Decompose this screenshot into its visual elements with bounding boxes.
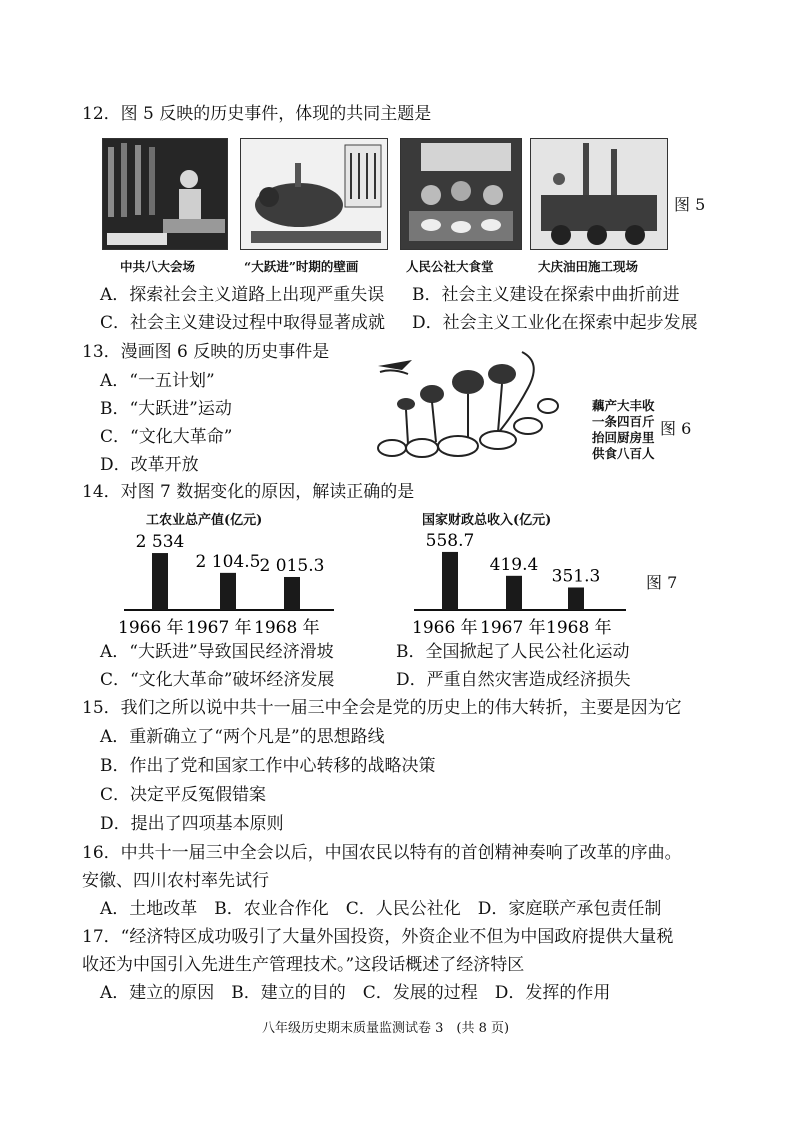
q17-stem-line-1: 17．“经济特区成功吸引了大量外国投资，外资企业不但为中国政府提供大量税 (82, 927, 674, 947)
q13-stem: 13．漫画图 6 反映的历史事件是 (82, 342, 330, 362)
cartoon-caption-line-4: 供食八百人 (592, 446, 655, 461)
q13-option-b: B．“大跃进”运动 (100, 399, 232, 419)
bar-2-1 (442, 552, 458, 610)
cartoon-caption-line-1: 藕产大丰收 (592, 398, 655, 413)
chart2-marks (412, 531, 612, 638)
q15-stem: 15．我们之所以说中共十一届三中全会是党的历史上的伟大转折，主要是因为它 (82, 698, 682, 718)
q17-stem-line-2: 收还为中国引入先进生产管理技术。”这段话概述了经济特区 (82, 955, 525, 975)
q14-option-a: A．“大跃进”导致国民经济滑坡 (100, 642, 334, 662)
q14-stem: 14．对图 7 数据变化的原因，解读正确的是 (82, 482, 415, 502)
q12-stem: 12．图 5 反映的历史事件，体现的共同主题是 (82, 104, 432, 124)
value-label-1-3: 2 015.3 (259, 555, 325, 576)
q16-options: A．土地改革 B．农业合作化 C．人民公社化 D．家庭联产承包责任制 (100, 899, 662, 919)
photo-commune-canteen-art (401, 139, 521, 249)
value-label-1-2: 2 104.5 (195, 551, 261, 572)
caption-oilfield: 大庆油田施工现场 (538, 259, 639, 274)
q13-option-c: C．“文化大革命” (100, 427, 233, 447)
value-label-2-3: 351.3 (551, 566, 601, 587)
q14-option-d: D．严重自然灾害造成经济损失 (396, 670, 631, 690)
q15-option-c: C．决定平反冤假错案 (100, 785, 267, 805)
q12-option-c: C．社会主义建设过程中取得显著成就 (100, 313, 386, 333)
bar-1-3 (284, 577, 300, 610)
caption-party-congress: 中共八大会场 (120, 259, 196, 274)
category-label-2-3: 1968 年 (546, 618, 612, 638)
chart1-svg (118, 526, 340, 638)
photo-daqing-oilfield-art (531, 139, 667, 249)
lotus-root-cartoon-art (372, 348, 592, 472)
q16-stem-line-2: 安徽、四川农村率先试行 (82, 871, 269, 891)
chart2-title: 国家财政总收入(亿元) (422, 513, 552, 528)
bar-2-3 (568, 587, 584, 610)
category-label-1-2: 1967 年 (186, 618, 252, 638)
photo-party-congress (102, 138, 228, 250)
photo-great-leap-mural (240, 138, 388, 250)
photo-commune-canteen (400, 138, 522, 250)
q14-option-c: C．“文化大革命”破坏经济发展 (100, 670, 335, 690)
q15-option-a: A．重新确立了“两个凡是”的思想路线 (100, 727, 385, 747)
chart2-svg (410, 526, 632, 638)
bar-2-2 (506, 576, 522, 610)
page-footer: 八年级历史期末质量监测试卷 3 (共 8 页) (262, 1021, 510, 1036)
fig7-label: 图 7 (646, 573, 678, 592)
q13-option-d: D．改革开放 (100, 455, 199, 475)
caption-mural: “大跃进”时期的壁画 (244, 259, 359, 274)
photo-party-congress-art (103, 139, 227, 249)
bar-1-2 (220, 573, 236, 610)
q12-option-d: D．社会主义工业化在探索中起步发展 (412, 313, 698, 333)
fig5-label: 图 5 (674, 195, 706, 214)
cartoon-caption (592, 398, 655, 462)
q15-option-d: D．提出了四项基本原则 (100, 814, 284, 834)
cartoon-caption-line-3: 抬回厨房里 (592, 430, 655, 445)
q13-option-a: A．“一五计划” (100, 371, 215, 391)
chart1-marks (118, 532, 324, 638)
category-label-2-2: 1967 年 (480, 618, 546, 638)
cartoon-caption-line-2: 一条四百斤 (592, 414, 655, 429)
q12-option-b: B．社会主义建设在探索中曲折前进 (412, 285, 680, 305)
category-label-1-3: 1968 年 (254, 618, 320, 638)
photo-great-leap-mural-art (241, 139, 387, 249)
value-label-1-1: 2 534 (135, 532, 185, 553)
value-label-2-1: 558.7 (425, 530, 475, 551)
value-label-2-2: 419.4 (489, 554, 539, 575)
caption-canteen: 人民公社大食堂 (406, 259, 494, 274)
q12-option-a: A．探索社会主义道路上出现严重失误 (100, 285, 385, 305)
q17-options: A．建立的原因 B．建立的目的 C．发展的过程 D．发挥的作用 (100, 983, 611, 1003)
q16-stem-line-1: 16．中共十一届三中全会以后，中国农民以特有的首创精神奏响了改革的序曲。 (82, 843, 682, 863)
fig6-label: 图 6 (660, 419, 692, 438)
photo-daqing-oilfield (530, 138, 668, 250)
bar-1-1 (152, 553, 168, 610)
lotus-root-cartoon (372, 348, 592, 472)
q14-option-b: B．全国掀起了人民公社化运动 (396, 642, 630, 662)
category-label-1-1: 1966 年 (118, 618, 184, 638)
chart1-title: 工农业总产值(亿元) (146, 513, 263, 528)
category-label-2-1: 1966 年 (412, 618, 478, 638)
q15-option-b: B．作出了党和国家工作中心转移的战略决策 (100, 756, 436, 776)
